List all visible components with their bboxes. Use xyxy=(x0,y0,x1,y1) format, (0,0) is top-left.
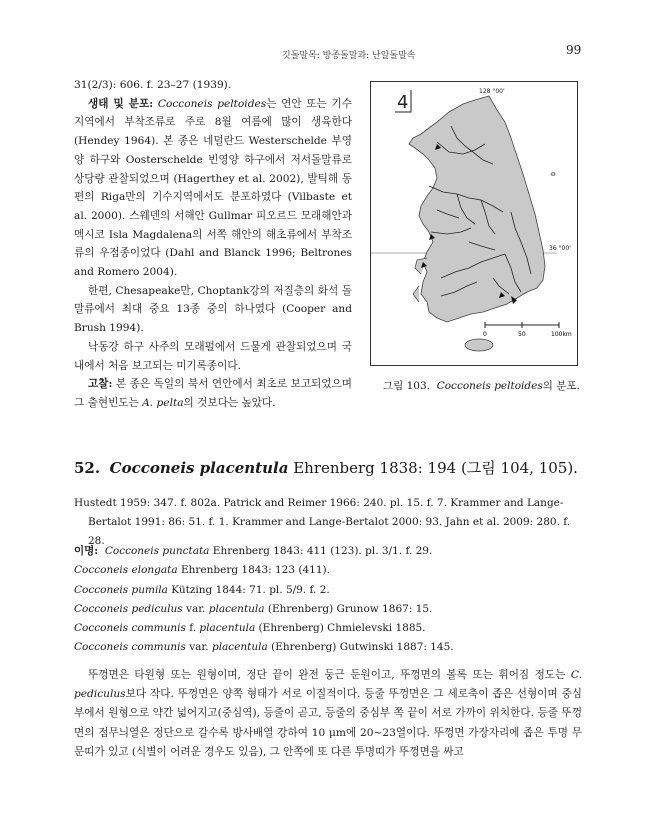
caption-suffix: 의 분포. xyxy=(542,380,580,392)
synonym-entry xyxy=(74,542,582,561)
map-panel-number: 4 xyxy=(397,92,409,113)
reference-continuation: 31(2/3): 606. f. 23–27 (1939). xyxy=(74,79,232,91)
synonym-citation: (Ehrenberg) Gutwinski 1887: 145. xyxy=(267,641,454,654)
synonym-epithet: placentula xyxy=(208,602,265,615)
ecology-text: 는 연안 또는 기수 지역에서 부착조류로 주로 8월 여름에 많이 생육한다 (Hendey 1964). 본 종은 네덜란드 Westerschelde 부영양 하구와 Oosterschelde 빈영양 하구에서 저서돌말류로 상당량 관찰되었으며 (Hagerthey et al. 2002), 발틱해 동편의 Riga만의 기수지역에서도 분포하였다 (Vilbaste et al. 2000). 스웨덴의 서해안 Gullmar 피오르드 모래해안과 멕시코 Isla Magdalena의 서쪽 해안의 해초류에서 부착조류의 우점종이었다 (Dahl and Blanck 1996; Beltrones and Romero 2004). xyxy=(74,97,352,279)
scale-label-0: 0 xyxy=(483,331,487,338)
description-species: C. pediculus xyxy=(74,669,582,701)
scale-label-50: 50 xyxy=(518,331,526,338)
figure-caption xyxy=(383,378,580,393)
synonym-epithet: placentula xyxy=(199,622,256,635)
description-paragraph xyxy=(74,666,582,762)
remarks-label: 고찰: xyxy=(88,378,113,391)
synonym-rank: var. xyxy=(182,602,209,615)
section-species: Cocconeis placentula xyxy=(109,459,289,477)
description-text xyxy=(74,666,582,762)
running-header: 깃돌말목: 방종돌말과: 난알돌말속 xyxy=(282,51,416,61)
synonym-citation: (Ehrenberg) Grunow 1867: 15. xyxy=(264,602,433,615)
remarks-paragraph xyxy=(74,375,352,412)
remarks-text-a: 본 종은 독일의 북서 연안에서 최초로 보고되었으며 그 출현빈도는 xyxy=(74,378,352,409)
synonym-entry xyxy=(74,638,582,657)
latitude-label: 36 °00' xyxy=(549,245,571,252)
peninsula-shape xyxy=(409,96,545,322)
section-heading xyxy=(74,457,578,478)
caption-species: Cocconeis peltoides xyxy=(436,380,543,392)
section-authority: Ehrenberg 1838: 194 (그림 104, 105). xyxy=(288,459,578,477)
korea-map xyxy=(371,82,577,365)
synonym-entry xyxy=(74,619,582,638)
synonym-rank: f. xyxy=(185,622,200,635)
ecology-paragraph xyxy=(74,95,352,282)
synonym-entry xyxy=(74,600,582,619)
synonym-name: Cocconeis punctata xyxy=(104,545,210,557)
caption-prefix: 그림 103. xyxy=(383,380,431,392)
synonym-epithet: placentula xyxy=(211,641,268,654)
synonym-name: Cocconeis communis xyxy=(74,622,186,635)
synonym-citation: Ehrenberg 1843: 411 (123). pl. 3/1. f. 29. xyxy=(209,545,433,557)
remarks-text-b: 의 것보다는 높았다. xyxy=(183,396,276,409)
section-number: 52. xyxy=(74,459,101,477)
synonym-name: Cocconeis elongata xyxy=(74,564,178,577)
distribution-map-figure xyxy=(370,81,578,366)
synonym-list xyxy=(74,542,582,658)
synonym-rank: var. xyxy=(185,641,212,654)
scale-label-100: 100km xyxy=(551,331,572,338)
description-part-2: 보다 작다. 뚜껑면은 양쪽 형태가 서로 이질적이다. 등줄 뚜껑면은 그 세로축이 좁은 선형이며 중심부에서 원형으로 약간 넓어지고(중심역), 등줄이 곧고, 등줄의 중심부 쪽 끝이 서로 가까이 위치한다. 등줄 뚜껑면의 점무늬열은 정단으로 갈수록 방사배열 강하여 10 μm에 20~23열이다. 뚜껑면 가장자리에 좁은 투명 무문띠가 있고 (식별이 어려운 경우도 있음), 그 안쪽에 또 다른 투명띠가 뚜껑면을 싸고 xyxy=(74,688,582,758)
description-part-1: 뚜껑면은 타원형 또는 원형이며, 정단 끝이 완전 둥근 둔원이고, 뚜껑면의 볼록 또는 휘어짐 정도는 xyxy=(88,669,571,681)
synonym-name: Cocconeis pumila xyxy=(74,583,168,596)
ecology-label: 생태 및 분포: xyxy=(88,97,154,110)
ecology-paragraph-3: 낙동강 하구 사주의 모래펄에서 드물게 관찰되었으며 국내에서 처음 보고되는 미기록종이다. xyxy=(74,340,352,372)
left-column xyxy=(74,76,352,413)
ecology-species: Cocconeis peltoides xyxy=(157,97,267,110)
synonym-entry xyxy=(74,561,582,580)
synonym-citation: Ehrenberg 1843: 123 (411). xyxy=(177,564,330,577)
page-number: 99 xyxy=(566,43,582,57)
ecology-paragraph-2: 한편, Chesapeake만, Choptank강의 저질층의 화석 돌말류에서 최대 중요 13종 중의 하나였다 (Cooper and Brush 1994). xyxy=(74,284,352,335)
synonym-name: Cocconeis pediculus xyxy=(74,602,183,615)
scale-bar xyxy=(483,322,572,338)
jeju-island xyxy=(465,339,493,351)
longitude-label: 128 °00' xyxy=(479,88,505,95)
remarks-species: A. pelta xyxy=(142,396,184,409)
synonym-label: 이명: xyxy=(74,545,99,557)
synonym-entry xyxy=(74,581,582,600)
synonym-citation: Kützing 1844: 71. pl. 5/9. f. 2. xyxy=(167,583,330,596)
synonym-citation: (Ehrenberg) Chmielevski 1885. xyxy=(255,622,426,635)
reference-entry: Hustedt 1959: 347. f. 802a. Patrick and Reimer 1966: 240. pl. 15. f. 7. Krammer and Lange-Bertalot 1991: 86: 51. f. 1. Krammer and Lange-Bertalot 2000: 93. Jahn et al. 2009: 280. f. 28. xyxy=(74,497,571,547)
synonym-name: Cocconeis communis xyxy=(74,641,186,654)
